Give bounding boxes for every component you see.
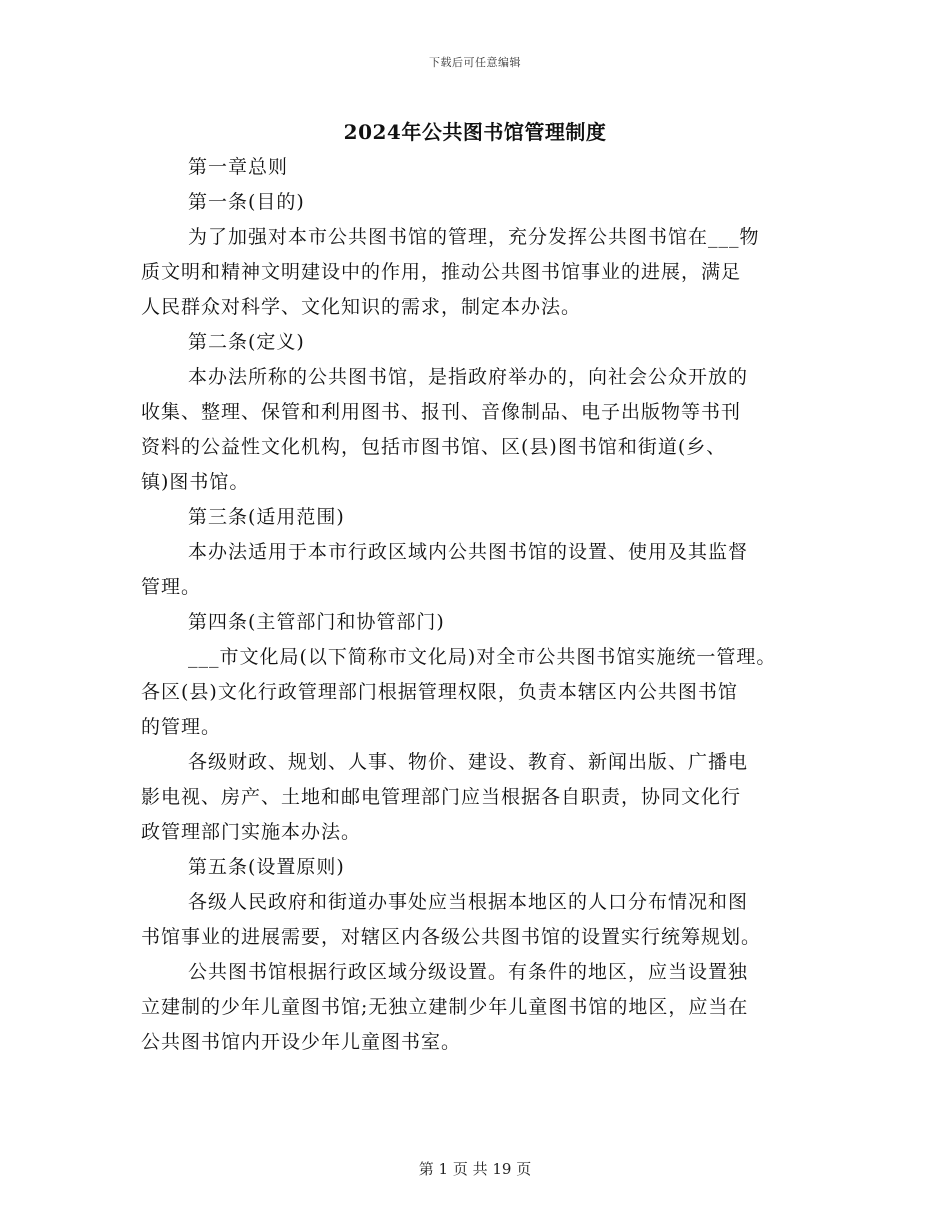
article-heading: 第一条(目的) (188, 191, 305, 213)
chapter-heading: 第一章总则 (188, 156, 289, 178)
paragraph-line: 本办法所称的公共图书馆，是指政府举办的，向社会公众开放的 (188, 366, 749, 388)
paragraph-line: 各级人民政府和街道办事处应当根据本地区的人口分布情况和图 (188, 891, 749, 913)
paragraph-line: 管理。 (141, 576, 202, 598)
paragraph-line: 人民群众对科学、文化知识的需求，制定本办法。 (141, 296, 582, 318)
article-heading: 第三条(适用范围) (188, 506, 345, 528)
paragraph-line: 公共图书馆内开设少年儿童图书室。 (141, 1031, 462, 1053)
paragraph-line: 影电视、房产、土地和邮电管理部门应当根据各自职责，协同文化行 (141, 786, 742, 808)
page-number: 第 1 页 共 19 页 (418, 1160, 532, 1178)
article-heading: 第四条(主管部门和协管部门) (188, 611, 445, 633)
paragraph-line: 各区(县)文化行政管理部门根据管理权限，负责本辖区内公共图书馆 (141, 681, 738, 703)
paragraph-line: 收集、整理、保管和利用图书、报刊、音像制品、电子出版物等书刊 (141, 401, 742, 423)
page-header-note: 下载后可任意编辑 (429, 56, 521, 69)
paragraph-line: ___市文化局(以下简称市文化局)对全市公共图书馆实施统一管理。 (188, 646, 777, 668)
paragraph-line: 的管理。 (141, 716, 222, 738)
paragraph-line: 质文明和精神文明建设中的作用，推动公共图书馆事业的进展，满足 (141, 261, 742, 283)
paragraph-line: 镇)图书馆。 (141, 471, 250, 493)
article-heading: 第五条(设置原则) (188, 856, 345, 878)
document-body (141, 150, 811, 1060)
paragraph-line: 为了加强对本市公共图书馆的管理，充分发挥公共图书馆在___物 (188, 226, 760, 248)
paragraph-line: 资料的公益性文化机构，包括市图书馆、区(县)图书馆和街道(乡、 (141, 436, 727, 458)
article-heading: 第二条(定义) (188, 331, 305, 353)
document-title: 2024年公共图书馆管理制度 (343, 120, 607, 144)
paragraph-line: 政管理部门实施本办法。 (141, 821, 362, 843)
paragraph-line: 本办法适用于本市行政区域内公共图书馆的设置、使用及其监督 (188, 541, 749, 563)
paragraph-line: 立建制的少年儿童图书馆;无独立建制少年儿童图书馆的地区，应当在 (141, 996, 749, 1018)
paragraph-line: 各级财政、规划、人事、物价、建设、教育、新闻出版、广播电 (188, 751, 749, 773)
paragraph-line: 公共图书馆根据行政区域分级设置。有条件的地区，应当设置独 (188, 961, 749, 983)
paragraph-line: 书馆事业的进展需要，对辖区内各级公共图书馆的设置实行统筹规划。 (141, 926, 762, 948)
